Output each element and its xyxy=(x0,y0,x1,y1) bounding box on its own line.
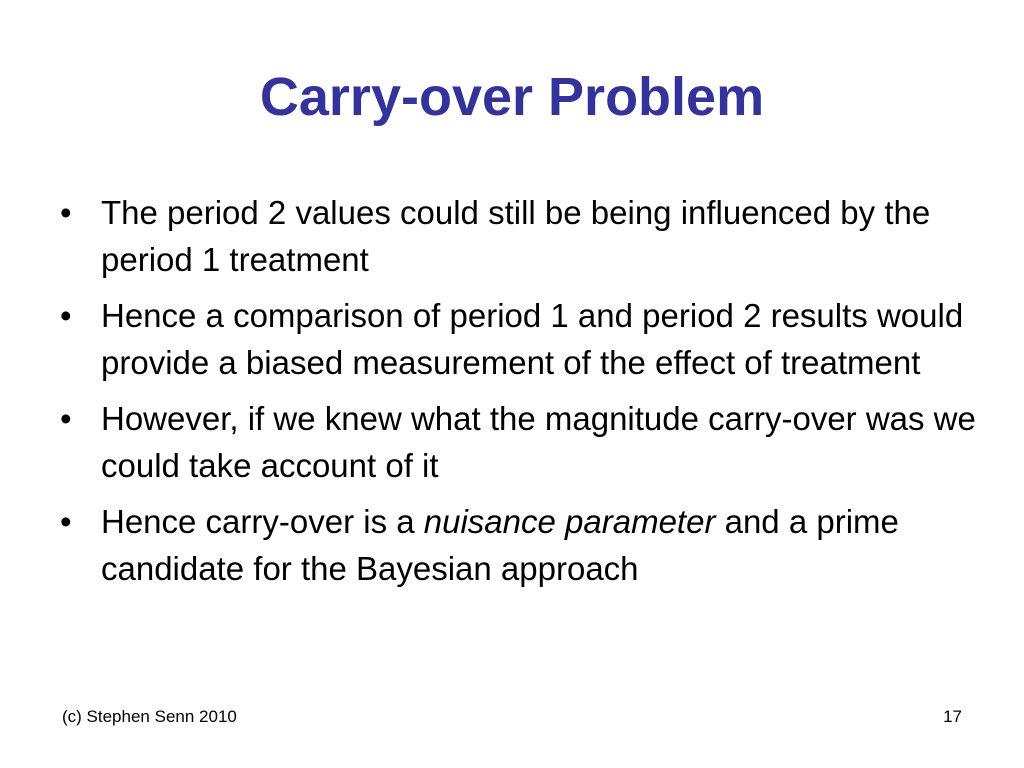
page-number: 17 xyxy=(943,707,962,726)
bullet-marker: • xyxy=(60,297,72,334)
footer-copyright: (c) Stephen Senn 2010 xyxy=(62,707,237,726)
bullet-text: The period 2 values could still be being influenced by the period 1 treatment xyxy=(101,194,931,278)
slide-title: Carry-over Problem xyxy=(259,67,765,127)
bullet-item xyxy=(58,293,978,386)
bullet-text: However, if we knew what the magnitude carry-over was we could take account of it xyxy=(101,400,976,484)
bullet-marker: • xyxy=(60,503,72,540)
bullet-emphasis: nuisance parameter xyxy=(423,503,716,540)
bullet-text: Hence a comparison of period 1 and period 2 results would provide a biased measurement of the effect of treatment xyxy=(101,297,964,381)
bullet-item xyxy=(58,499,978,592)
bullet-item xyxy=(58,190,978,283)
bullet-list xyxy=(58,190,978,602)
bullet-item xyxy=(58,396,978,489)
bullet-text-after: and a prime candidate for the Bayesian approach xyxy=(101,503,899,587)
bullet-marker: • xyxy=(60,400,72,437)
bullet-marker: • xyxy=(60,194,72,231)
bullet-text-before: Hence carry-over is a xyxy=(101,503,424,540)
